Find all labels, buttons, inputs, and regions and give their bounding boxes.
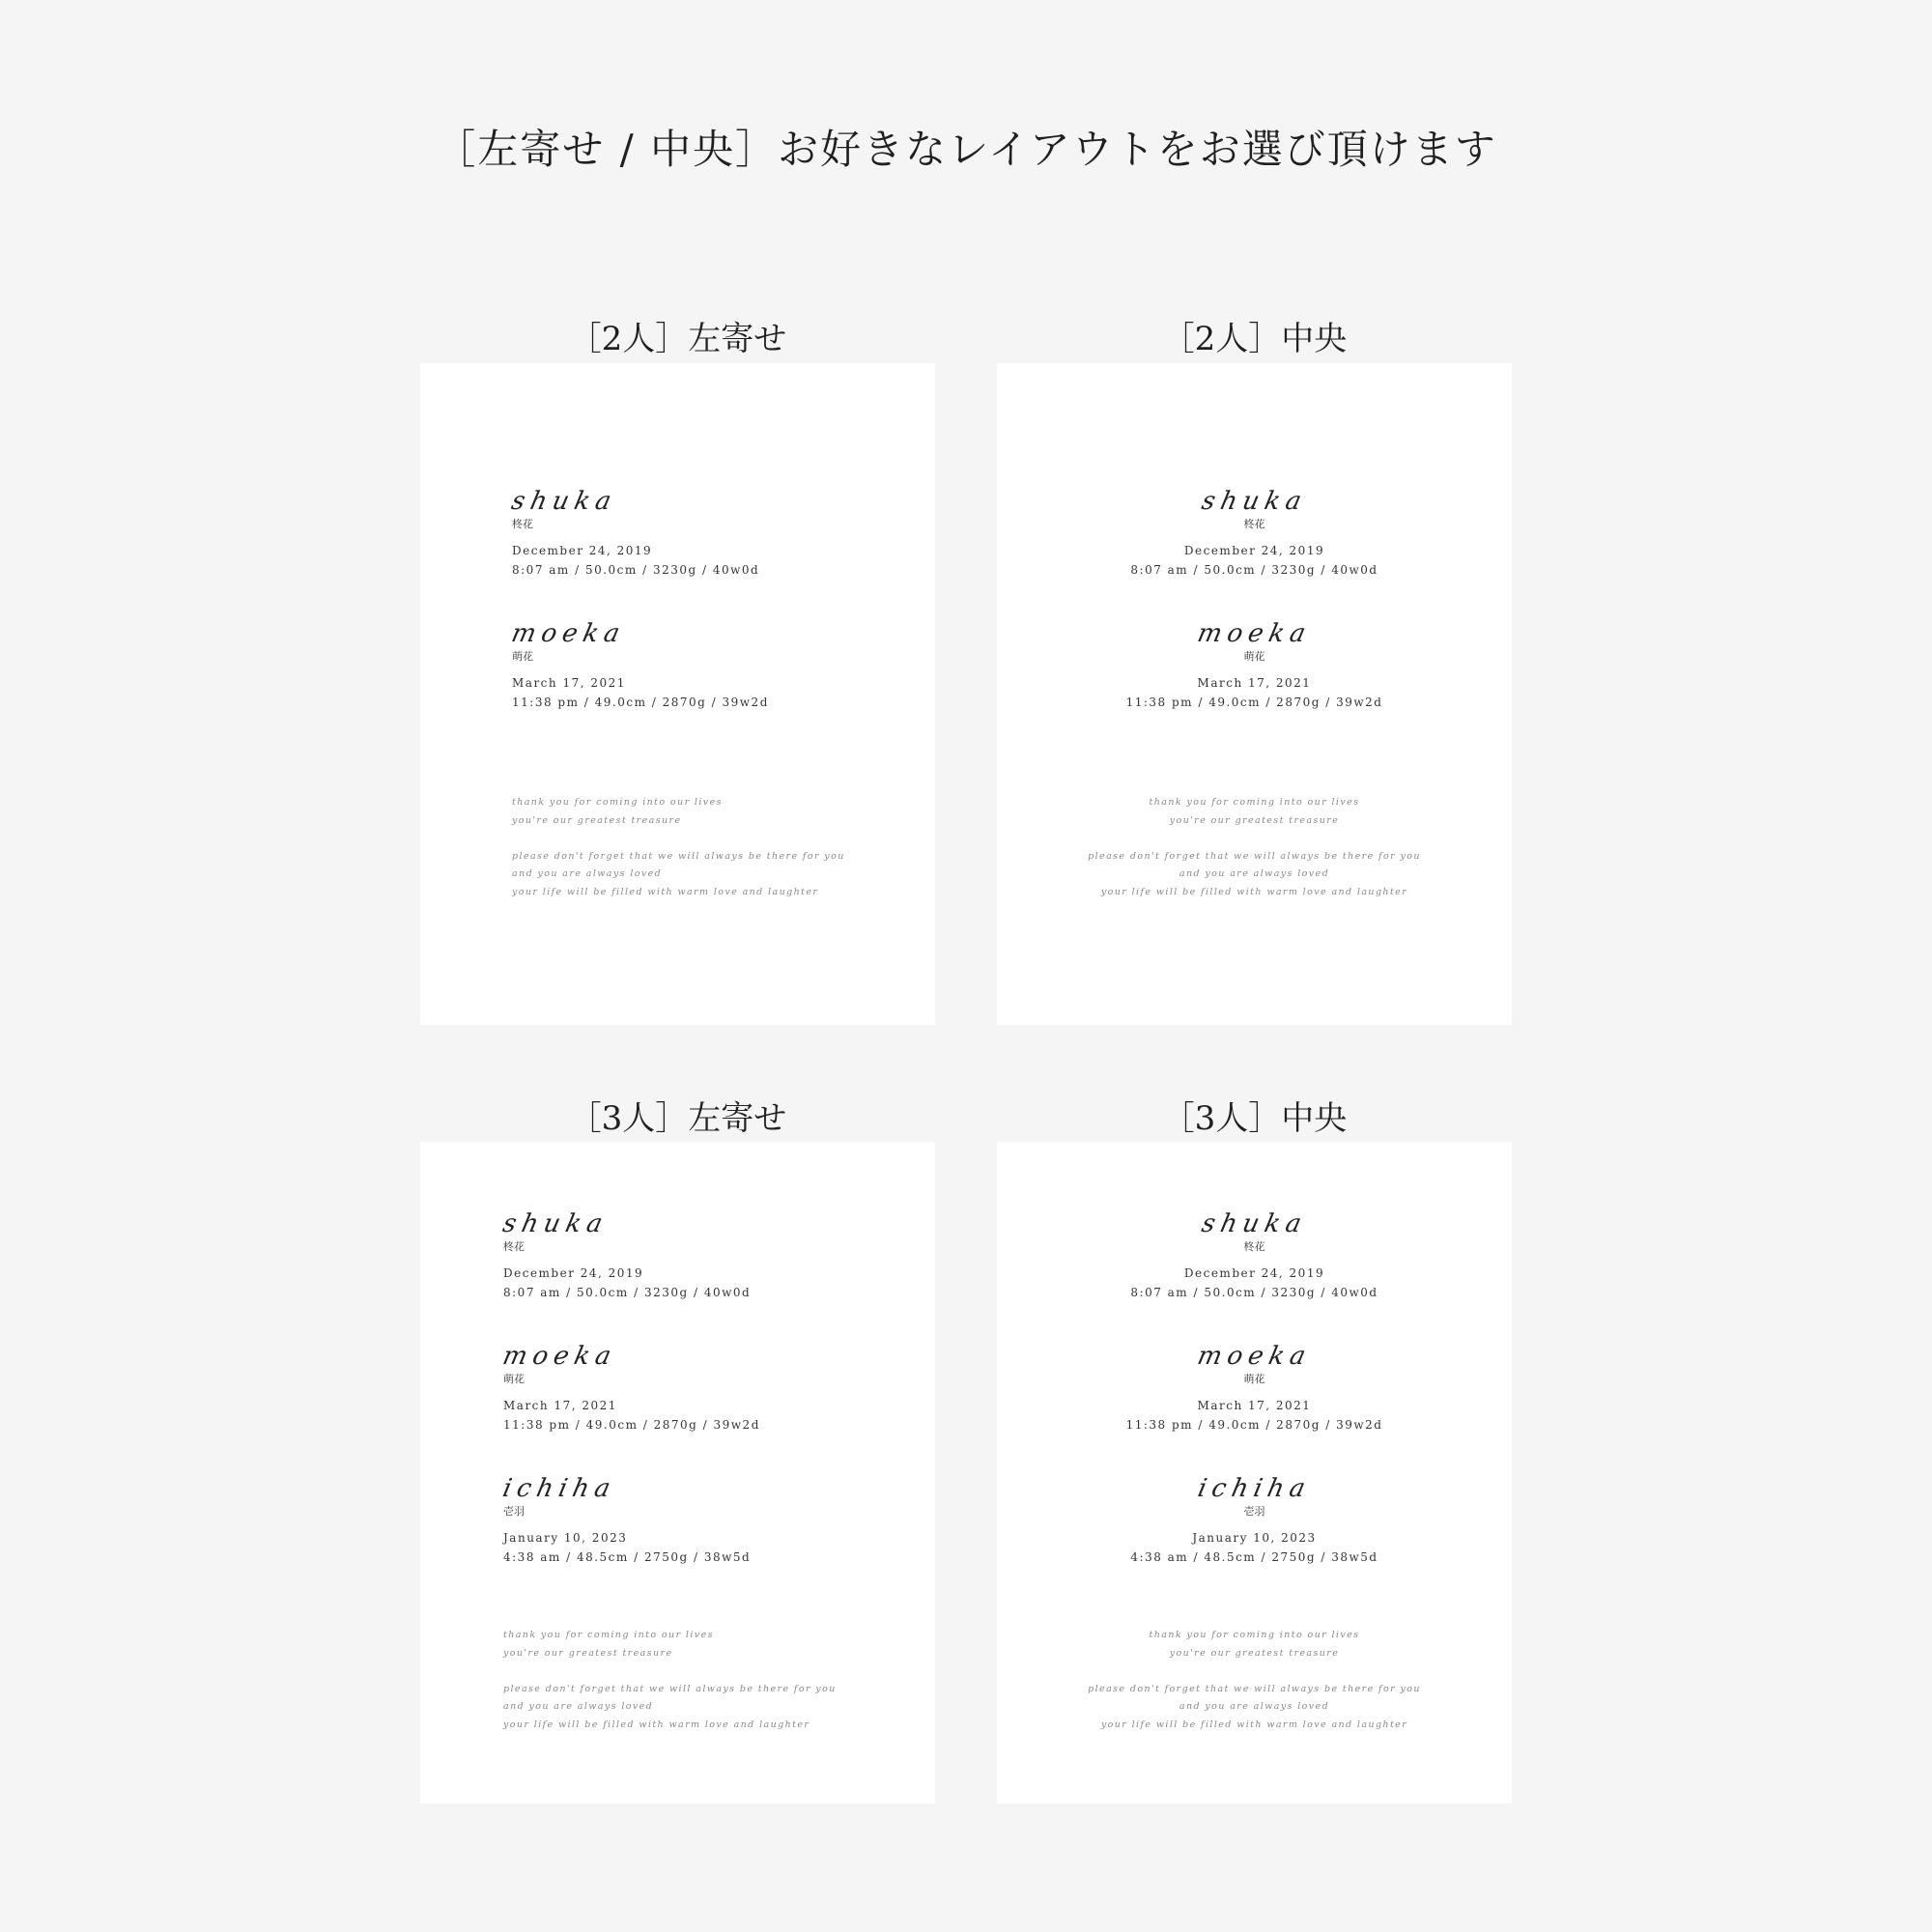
birth-stats: 11:38 pm / 49.0cm / 2870g / 39w2d [1125,1418,1383,1432]
birth-date: March 17, 2021 [512,676,626,690]
layout-card-2-center[interactable] [997,363,1512,1025]
message-line: please don't forget that we will always be there for you [512,850,845,862]
birth-date: March 17, 2021 [1197,676,1312,690]
message-line: thank you for coming into our lives [512,797,723,808]
message-line: and you are always loved [503,1701,654,1712]
message-line: you're our greatest treasure [1169,1647,1340,1659]
message-line: thank you for coming into our lives [1149,1630,1360,1640]
message-text [503,1627,1018,1734]
person-entry [499,1474,1018,1567]
birth-stats: 4:38 am / 48.5cm / 2750g / 38w5d [503,1550,752,1564]
birth-stats: 11:38 pm / 49.0cm / 2870g / 39w2d [512,696,769,709]
birth-stats: 8:07 am / 50.0cm / 3230g / 40w0d [1130,563,1378,577]
panel-heading-3-center: ［3人］中央 [1161,1099,1348,1138]
message-line: your life will be filled with warm love and laughter [1100,1719,1408,1730]
script-name: shuka [508,487,620,516]
script-name: shuka [1199,487,1310,516]
kanji-name: 萌花 [1243,1373,1265,1385]
person-entry [508,619,1027,712]
person-entry [997,1474,1512,1567]
message-line: please don't forget that we will always be there for you [503,1683,837,1694]
script-name: moeka [1194,1342,1315,1371]
person-entry [997,1342,1512,1435]
panel-heading-3-left: ［3人］左寄せ [568,1099,787,1138]
birth-stats: 11:38 pm / 49.0cm / 2870g / 39w2d [503,1418,760,1432]
message-line: and you are always loved [1179,1701,1330,1712]
message-line: and you are always loved [512,868,663,879]
birth-stats: 11:38 pm / 49.0cm / 2870g / 39w2d [1125,696,1383,709]
message-line: thank you for coming into our lives [503,1630,714,1640]
birth-date: January 10, 2023 [503,1531,628,1545]
birth-date: December 24, 2019 [1183,1266,1325,1280]
birth-date: December 24, 2019 [1183,544,1325,557]
person-entry [499,1342,1018,1435]
message-line: your life will be filled with warm love and laughter [1100,886,1408,897]
kanji-name: 柊花 [503,1240,525,1253]
kanji-name: 萌花 [503,1373,525,1385]
message-line: you're our greatest treasure [1169,814,1340,826]
panel-heading-2-center: ［2人］中央 [1161,320,1348,358]
kanji-name: 壱羽 [503,1505,525,1518]
kanji-name: 柊花 [512,518,533,530]
message-text [997,794,1512,901]
person-entry [508,487,1027,580]
kanji-name: 萌花 [1243,650,1265,663]
panel-heading-2-left: ［2人］左寄せ [568,320,787,358]
message-line: your life will be filled with warm love and laughter [503,1719,810,1730]
script-name: shuka [1199,1209,1310,1238]
kanji-name: 萌花 [512,650,533,663]
birth-date: March 17, 2021 [1197,1399,1312,1412]
layout-card-3-left[interactable] [420,1142,935,1804]
message-text [997,1627,1512,1734]
message-line: thank you for coming into our lives [1149,797,1360,808]
layout-card-3-center[interactable] [997,1142,1512,1804]
layout-card-2-left[interactable] [420,363,935,1025]
birth-date: January 10, 2023 [1192,1531,1317,1545]
birth-date: December 24, 2019 [503,1266,644,1280]
message-line: and you are always loved [1179,868,1330,879]
script-name: ichiha [1195,1474,1314,1503]
person-entry [499,1209,1018,1302]
birth-stats: 8:07 am / 50.0cm / 3230g / 40w0d [1130,1286,1378,1299]
birth-stats: 8:07 am / 50.0cm / 3230g / 40w0d [512,563,760,577]
message-line: please don't forget that we will always be there for you [1088,850,1421,862]
message-text [512,794,1027,901]
birth-stats: 8:07 am / 50.0cm / 3230g / 40w0d [503,1286,752,1299]
person-entry [997,487,1512,580]
message-line: you're our greatest treasure [512,814,682,826]
page-title: ［左寄せ / 中央］お好きなレイアウトをお選び頂けます [435,126,1497,173]
script-name: moeka [499,1342,620,1371]
person-entry [997,1209,1512,1302]
kanji-name: 壱羽 [1243,1505,1265,1518]
birth-date: March 17, 2021 [503,1399,617,1412]
script-name: moeka [508,619,629,648]
script-name: shuka [499,1209,611,1238]
script-name: ichiha [499,1474,619,1503]
script-name: moeka [1194,619,1315,648]
message-line: your life will be filled with warm love and laughter [512,886,819,897]
kanji-name: 柊花 [1243,1240,1265,1253]
message-line: please don't forget that we will always be there for you [1088,1683,1421,1694]
person-entry [997,619,1512,712]
birth-stats: 4:38 am / 48.5cm / 2750g / 38w5d [1130,1550,1378,1564]
kanji-name: 柊花 [1243,518,1265,530]
birth-date: December 24, 2019 [512,544,653,557]
message-line: you're our greatest treasure [503,1647,673,1659]
